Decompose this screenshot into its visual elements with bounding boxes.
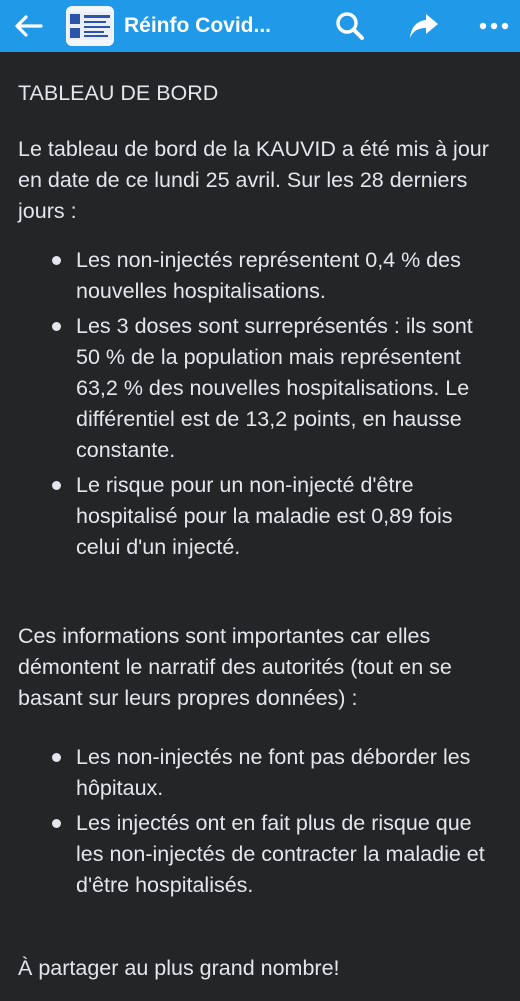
- search-icon: [334, 10, 366, 42]
- post-heading: TABLEAU DE BORD: [18, 81, 219, 105]
- group-avatar[interactable]: [66, 6, 114, 46]
- post-body: [0, 52, 520, 984]
- share-button[interactable]: [402, 0, 446, 52]
- bullet-list-conclusions: [18, 742, 498, 901]
- post-closing: À partager au plus grand nombre!: [18, 956, 340, 980]
- list-item: Les non-injectés ne font pas déborder les hôpitaux.: [76, 742, 498, 804]
- app-bar-actions: [328, 0, 520, 52]
- app-bar: [0, 0, 520, 52]
- more-icon: [479, 22, 509, 30]
- quebec-flag-icon: [68, 12, 112, 40]
- more-button[interactable]: [472, 0, 516, 52]
- share-icon: [408, 11, 440, 41]
- list-item: Les non-injectés représentent 0,4 % des nouvelles hospitalisations.: [76, 245, 498, 307]
- group-title[interactable]: Réinfo Covid...: [124, 14, 271, 37]
- back-button[interactable]: [0, 0, 56, 52]
- bullet-list-stats: [18, 245, 498, 563]
- search-button[interactable]: [328, 0, 372, 52]
- list-item: Le risque pour un non-injecté d'être hospitalisé pour la maladie est 0,89 fois celui d'un injecté.: [76, 470, 498, 563]
- post-paragraph: Ces informations sont importantes car elles démontent le narratif des autorités (tout en se basant sur leurs propres données) :: [18, 624, 452, 710]
- list-item: Les injectés ont en fait plus de risque que les non-injectés de contracter la maladie et d'être hospitalisés.: [76, 808, 498, 901]
- post-intro: Le tableau de bord de la KAUVID a été mis à jour en date de ce lundi 25 avril. Sur les 28 derniers jours :: [18, 137, 489, 223]
- list-item: Les 3 doses sont surreprésentés : ils sont 50 % de la population mais représentent 63,2 % des nouvelles hospitalisations. Le différentiel est de 13,2 points, en hausse constante.: [76, 311, 498, 466]
- back-arrow-icon: [13, 14, 43, 38]
